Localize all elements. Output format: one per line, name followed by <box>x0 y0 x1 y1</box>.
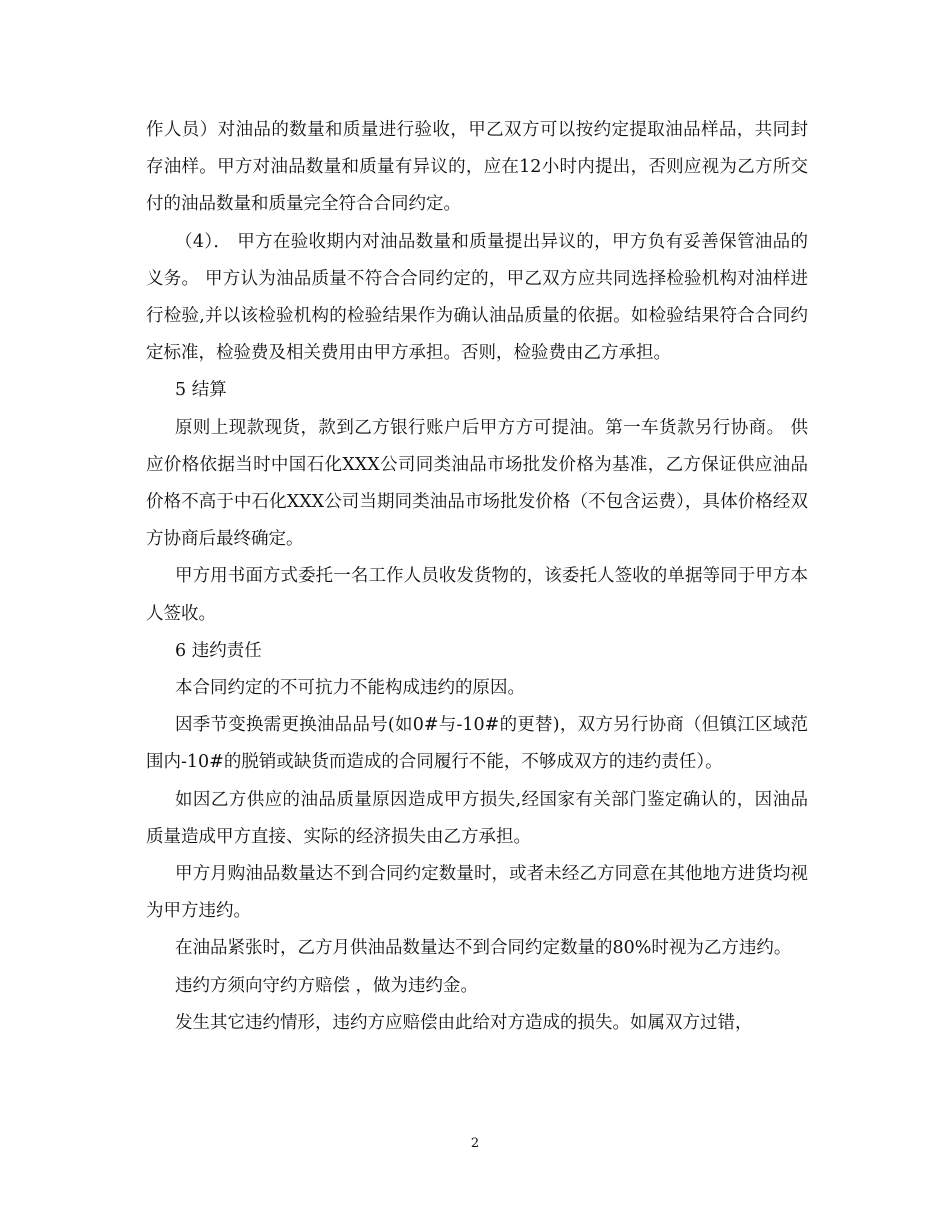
paragraph-quality-loss: 如因乙方供应的油品质量原因造成甲方损失,经国家有关部门鉴定确认的，因油品质量造成甲方直接、实际的经济损失由乙方承担。 <box>146 789 808 847</box>
paragraph-supply-shortfall: 在油品紧张时，乙方月供油品数量达不到合同约定数量的80%时视为乙方违约。 <box>175 938 792 959</box>
paragraph-acceptance-continued: 作人员）对油品的数量和质量进行验收，甲乙双方可以按约定提取油品样品，共同封存油样。甲方对油品数量和质量有异议的，应在12小时内提出，否则应视为乙方所交付的油品数量和质量完全符合合同约定。 <box>146 120 808 215</box>
page-number: 2 <box>470 1136 480 1151</box>
paragraph-force-majeure: 本合同约定的不可抗力不能构成违约的原因。 <box>175 678 525 699</box>
paragraph-other-breach: 发生其它违约情形，违约方应赔偿由此给对方造成的损失。如属双方过错， <box>175 1012 753 1033</box>
paragraph-purchase-shortfall: 甲方月购油品数量达不到合同约定数量时，或者未经乙方同意在其他地方进货均视为甲方违约。 <box>146 864 808 922</box>
paragraph-seasonal-grade-change: 因季节变换需更换油品品号(如0#与-10#的更替)，双方另行协商（但镇江区域范围内-10#的脱销或缺货而造成的合同履行不能，不够成双方的违约责任）。 <box>146 715 808 773</box>
document-body <box>146 112 808 1042</box>
paragraph-delegate-signature: 甲方用书面方式委托一名工作人员收发货物的，该委托人签收的单据等同于甲方本人签收。 <box>146 566 808 624</box>
paragraph-clause-4-objection: （4）． 甲方在验收期内对油品数量和质量提出异议的，甲方负有妥善保管油品的义务。 甲方认为油品质量不符合合同约定的，甲乙双方应共同选择检验机构对油样进行检验,并以该检验机构的检验结果作为确认油品质量的依据。如检验结果符合合同约定标准，检验费及相关费用由甲方承担。否则，检验费由乙方承担。 <box>146 231 808 364</box>
section-heading-liability: 6 违约责任 <box>175 640 262 661</box>
paragraph-compensation: 违约方须向守约方赔偿 ，做为违约金。 <box>175 975 479 996</box>
section-heading-settlement: 5 结算 <box>175 380 227 401</box>
paragraph-settlement-pricing: 原则上现款现货，款到乙方银行账户后甲方方可提油。第一车货款另行协商。 供应价格依据当时中国石化XXX公司同类油品市场批发价格为基准，乙方保证供应油品价格不高于中石化XXX公司当期同类油品市场批发价格（不包含运费），具体价格经双方协商后最终确定。 <box>146 417 808 550</box>
